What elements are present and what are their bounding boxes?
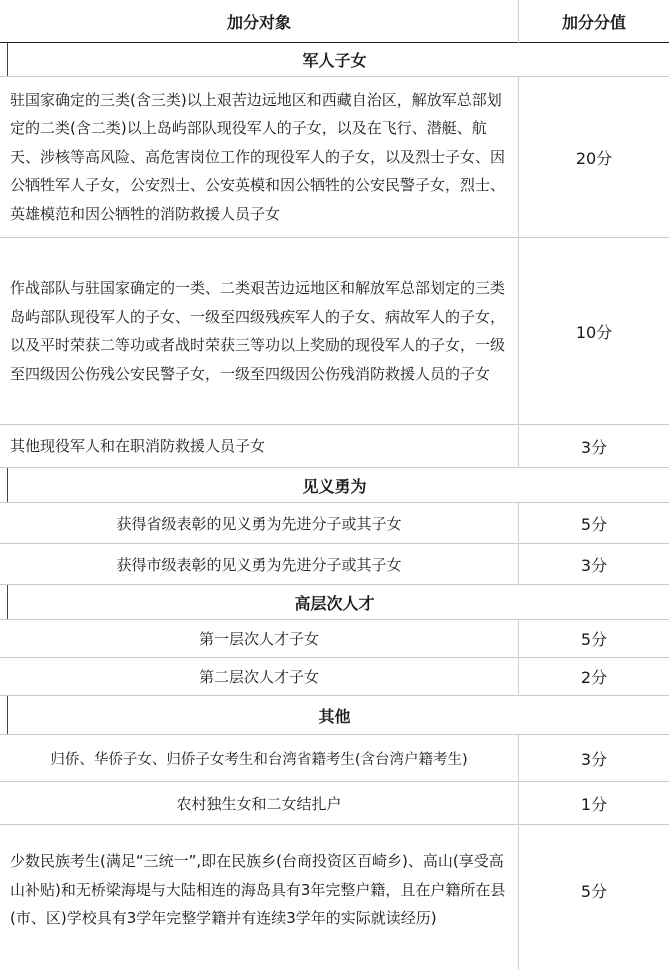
row-value: 5分 bbox=[580, 630, 608, 649]
column-divider bbox=[518, 0, 519, 43]
column-divider bbox=[518, 620, 519, 696]
row-object: 获得市级表彰的见义勇为先进分子或其子女 bbox=[116, 555, 402, 574]
section-marker bbox=[7, 696, 8, 734]
row-object: 农村独生女和二女结扎户 bbox=[176, 794, 342, 813]
column-divider bbox=[518, 503, 519, 585]
row-object: 获得省级表彰的见义勇为先进分子或其子女 bbox=[116, 514, 402, 533]
row-value: 2分 bbox=[580, 668, 608, 687]
row-value: 3分 bbox=[580, 437, 608, 457]
header-object: 加分对象 bbox=[226, 12, 291, 32]
row-object: 归侨、华侨子女、归侨子女考生和台湾省籍考生(含台湾户籍考生) bbox=[50, 751, 468, 768]
row-value: 1分 bbox=[580, 794, 608, 814]
column-divider bbox=[518, 735, 519, 970]
row-object: 第一层次人才子女 bbox=[198, 630, 319, 648]
row-value: 5分 bbox=[580, 514, 608, 534]
row-object: 少数民族考生(满足“三统一”,即在民族乡(台商投资区百崎乡)、高山(享受高山补贴)和无桥梁海堤与大陆相连的海岛具有3年完整户籍，且在户籍所在县(市、区)学校具有3学年完整学籍并有连续3学年的实际就读经历) bbox=[10, 852, 506, 928]
row-value: 3分 bbox=[580, 749, 608, 769]
section-marker bbox=[7, 585, 8, 619]
section-title-bravery: 见义勇为 bbox=[302, 476, 367, 496]
section-title-military: 军人子女 bbox=[302, 51, 367, 70]
row-value: 5分 bbox=[580, 881, 608, 901]
row-value: 20分 bbox=[575, 148, 613, 168]
row-value: 10分 bbox=[575, 322, 613, 342]
row-object: 作战部队与驻国家确定的一类、二类艰苦边远地区和解放军总部划定的三类岛屿部队现役军人的子女、一级至四级残疾军人的子女、病故军人的子女，以及平时荣获二等功或者战时荣获三等功以上奖励的现役军人的子女，一级至四级因公伤残公安民警子女，一级至四级因公伤残消防救援人员的子女 bbox=[10, 279, 506, 383]
column-divider bbox=[518, 77, 519, 468]
row-object: 其他现役军人和在职消防救援人员子女 bbox=[10, 436, 266, 455]
section-marker bbox=[7, 468, 8, 502]
header-value: 加分分值 bbox=[561, 12, 626, 32]
row-object: 驻国家确定的三类(含三类)以上艰苦边远地区和西藏自治区，解放军总部划定的二类(含二类)以上岛屿部队现役军人的子女，以及在飞行、潜艇、航天、涉核等高风险、高危害岗位工作的现役军人的子女，以及烈士子女、因公牺牲军人子女，公安烈士、公安英模和因公牺牲的公安民警子女，烈士、英雄模范和因公牺牲的消防救援人员子女 bbox=[10, 90, 506, 223]
row-object: 第二层次人才子女 bbox=[198, 668, 319, 686]
section-marker bbox=[7, 43, 8, 76]
row-value: 3分 bbox=[580, 555, 608, 575]
section-title-other: 其他 bbox=[318, 706, 351, 726]
section-title-talent: 高层次人才 bbox=[294, 593, 375, 613]
